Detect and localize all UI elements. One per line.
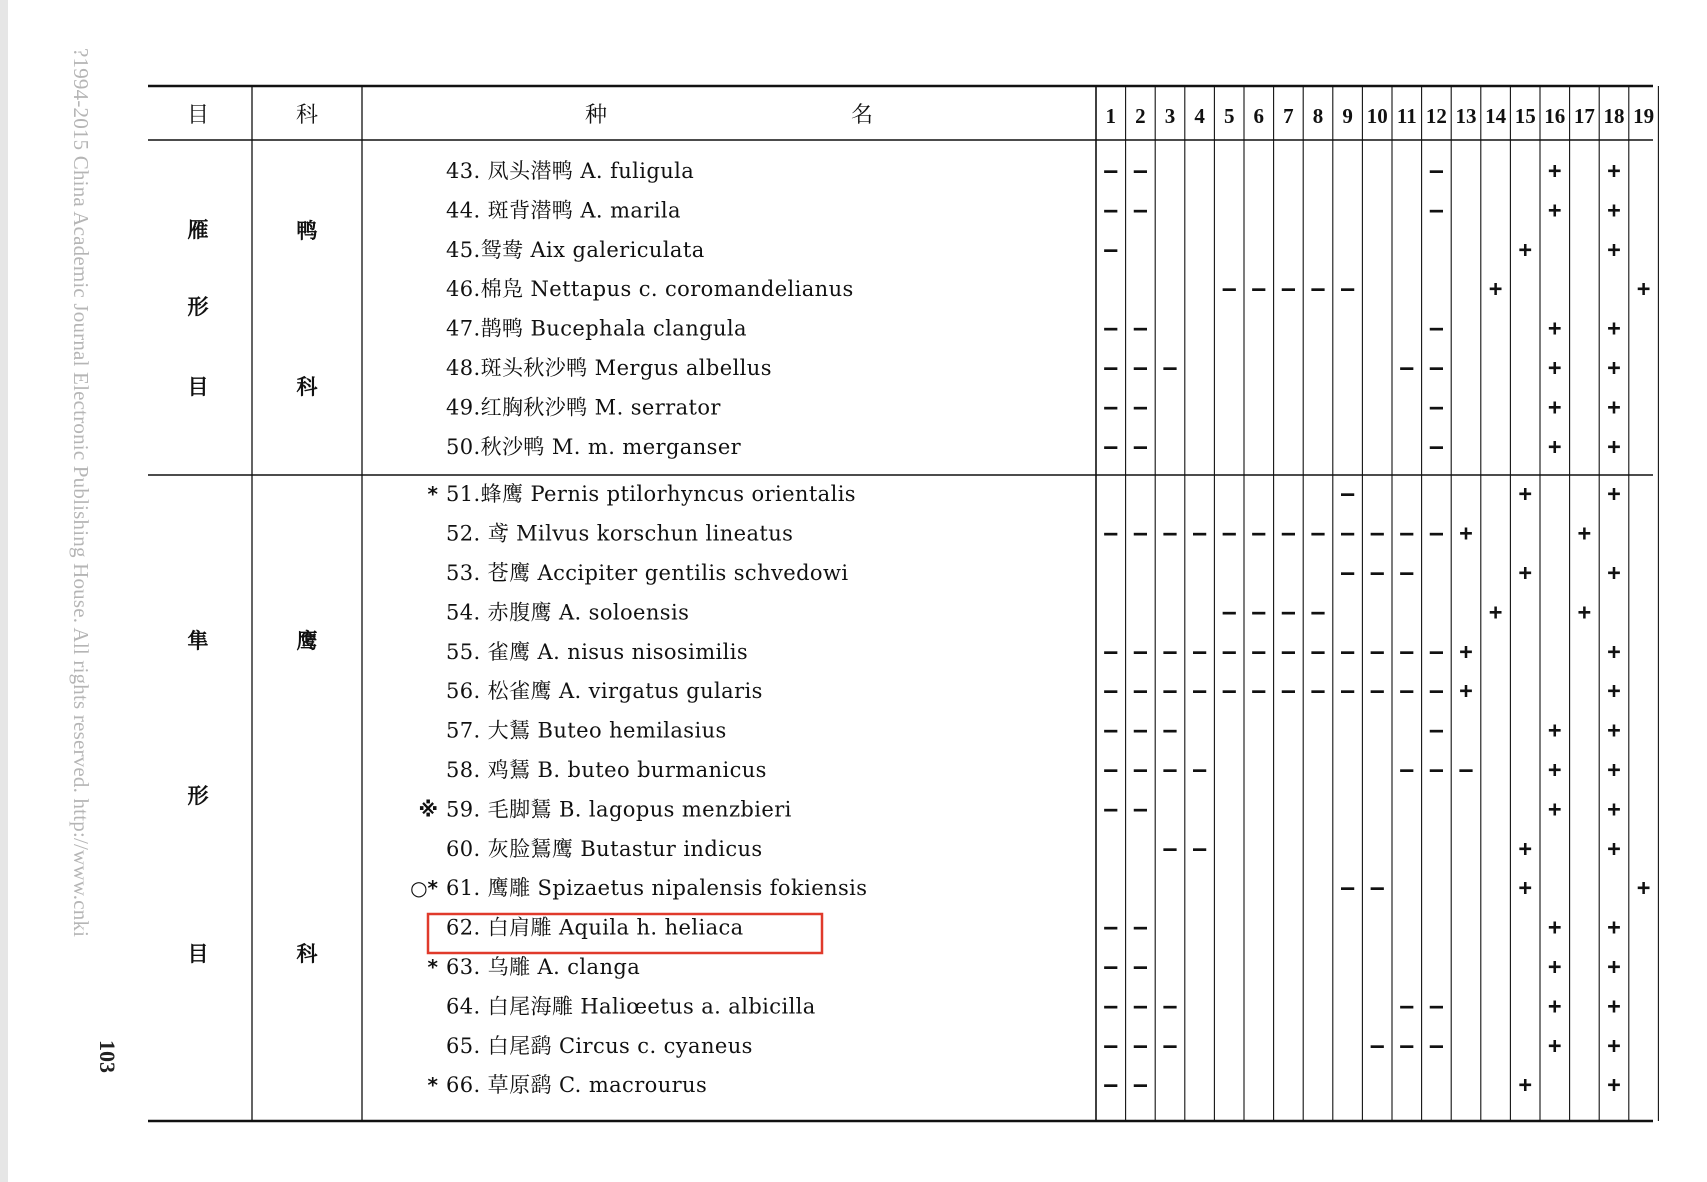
column-number: 17 xyxy=(1573,104,1595,128)
presence-dash-mark: – xyxy=(1222,600,1236,626)
order-label-char: 形 xyxy=(187,294,209,319)
presence-dash-mark: – xyxy=(1104,356,1118,381)
presence-dash-mark: – xyxy=(1104,639,1118,665)
presence-plus-mark: + xyxy=(1607,482,1621,508)
presence-plus-mark: + xyxy=(1548,395,1562,421)
presence-dash-mark: – xyxy=(1370,1033,1384,1059)
presence-dash-mark: – xyxy=(1400,356,1414,381)
presence-dash-mark: – xyxy=(1222,679,1236,705)
presence-dash-mark: – xyxy=(1133,915,1148,941)
presence-dash-mark: – xyxy=(1104,316,1118,342)
species-name: 48.斑头秋沙鸭 Mergus albellus xyxy=(446,356,772,380)
presence-plus-mark: + xyxy=(1607,994,1621,1020)
presence-dash-mark: – xyxy=(1400,679,1414,705)
presence-dash-mark: – xyxy=(1311,679,1325,705)
species-name: 53. 苍鹰 Accipiter gentilis schvedowi xyxy=(446,561,849,585)
presence-plus-mark: + xyxy=(1607,679,1621,705)
species-name: 55. 雀鹰 A. nisus nisosimilis xyxy=(446,639,749,664)
species-name: 61. 鹰雕 Spizaetus nipalensis fokiensis xyxy=(446,876,868,901)
presence-dash-mark: – xyxy=(1429,198,1444,224)
presence-dash-mark: – xyxy=(1429,758,1444,783)
presence-plus-mark: + xyxy=(1577,521,1592,547)
presence-dash-mark: – xyxy=(1133,1073,1148,1099)
header-species-left: 种 xyxy=(584,103,608,128)
presence-plus-mark: + xyxy=(1607,1073,1621,1099)
presence-dash-mark: – xyxy=(1429,521,1444,547)
presence-dash-mark: – xyxy=(1281,679,1296,705)
presence-dash-mark: – xyxy=(1370,561,1384,586)
presence-plus-mark: + xyxy=(1607,718,1621,744)
species-annotation: ○* xyxy=(410,876,438,901)
species-annotation: ※ xyxy=(418,797,438,822)
species-name: 45.鸳鸯 Aix galericulata xyxy=(446,237,705,262)
species-name: 43. 凤头潜鸭 A. fuligula xyxy=(446,159,695,183)
presence-dash-mark: – xyxy=(1133,758,1148,783)
presence-plus-mark: + xyxy=(1459,521,1473,547)
presence-dash-mark: – xyxy=(1429,1033,1444,1059)
presence-plus-mark: + xyxy=(1518,237,1532,263)
presence-dash-mark: – xyxy=(1429,718,1444,744)
presence-dash-mark: – xyxy=(1370,639,1384,665)
presence-dash-mark: – xyxy=(1370,679,1384,705)
presence-plus-mark: + xyxy=(1607,395,1621,421)
presence-dash-mark: – xyxy=(1281,639,1296,665)
presence-dash-mark: – xyxy=(1133,395,1148,421)
presence-dash-mark: – xyxy=(1222,277,1236,303)
presence-dash-mark: – xyxy=(1104,1073,1118,1099)
column-number: 19 xyxy=(1633,104,1655,128)
presence-dash-mark: – xyxy=(1104,521,1118,547)
presence-plus-mark: + xyxy=(1548,915,1562,941)
presence-dash-mark: – xyxy=(1133,955,1148,980)
presence-plus-mark: + xyxy=(1518,876,1532,902)
presence-dash-mark: – xyxy=(1340,482,1355,508)
presence-dash-mark: – xyxy=(1133,679,1148,705)
column-number: 13 xyxy=(1455,104,1477,128)
column-number: 12 xyxy=(1425,104,1447,128)
presence-plus-mark: + xyxy=(1518,561,1532,586)
presence-dash-mark: – xyxy=(1252,277,1266,303)
species-name: 62. 白肩雕 Aquila h. heliaca xyxy=(446,915,744,940)
presence-dash-mark: – xyxy=(1340,277,1355,303)
presence-dash-mark: – xyxy=(1133,434,1148,460)
header-family: 科 xyxy=(295,103,319,128)
column-number: 11 xyxy=(1396,104,1417,128)
presence-dash-mark: – xyxy=(1252,639,1266,665)
presence-dash-mark: – xyxy=(1311,277,1325,303)
column-number: 14 xyxy=(1485,104,1507,128)
presence-plus-mark: + xyxy=(1548,1033,1562,1059)
presence-plus-mark: + xyxy=(1607,356,1621,381)
presence-dash-mark: – xyxy=(1311,639,1325,665)
family-label-char: 鹰 xyxy=(296,628,318,653)
presence-plus-mark: + xyxy=(1607,836,1621,862)
presence-plus-mark: + xyxy=(1548,316,1562,342)
presence-dash-mark: – xyxy=(1400,521,1414,547)
presence-dash-mark: – xyxy=(1133,316,1148,342)
presence-plus-mark: + xyxy=(1548,955,1562,980)
presence-dash-mark: – xyxy=(1400,1033,1414,1059)
presence-plus-mark: + xyxy=(1548,198,1562,224)
presence-dash-mark: – xyxy=(1133,994,1148,1020)
species-name: 65. 白尾鹞 Circus c. cyaneus xyxy=(446,1033,753,1058)
family-label-char: 科 xyxy=(296,374,318,399)
presence-dash-mark: – xyxy=(1104,434,1118,460)
presence-plus-mark: + xyxy=(1488,277,1503,303)
presence-dash-mark: – xyxy=(1340,561,1355,586)
species-name: 47.鹊鸭 Bucephala clangula xyxy=(446,316,747,341)
presence-dash-mark: – xyxy=(1163,758,1177,783)
species-name: 51.蜂鹰 Pernis ptilorhyncus orientalis xyxy=(446,482,856,507)
column-number: 8 xyxy=(1312,104,1324,128)
presence-plus-mark: + xyxy=(1488,600,1503,626)
presence-dash-mark: – xyxy=(1163,679,1177,705)
presence-dash-mark: – xyxy=(1459,758,1473,783)
presence-dash-mark: – xyxy=(1163,994,1177,1020)
order-label-char: 隼 xyxy=(187,628,209,653)
presence-dash-mark: – xyxy=(1370,521,1384,547)
presence-dash-mark: – xyxy=(1104,955,1118,980)
species-name: 66. 草原鹞 C. macrourus xyxy=(446,1073,708,1098)
presence-plus-mark: + xyxy=(1459,679,1473,705)
column-number: 16 xyxy=(1544,104,1566,128)
presence-dash-mark: – xyxy=(1133,356,1148,381)
presence-dash-mark: – xyxy=(1400,561,1414,586)
presence-dash-mark: – xyxy=(1104,718,1118,744)
presence-plus-mark: + xyxy=(1607,955,1621,980)
presence-dash-mark: – xyxy=(1429,316,1444,342)
presence-dash-mark: – xyxy=(1370,876,1384,902)
presence-plus-mark: + xyxy=(1607,316,1621,342)
presence-dash-mark: – xyxy=(1429,159,1444,184)
presence-dash-mark: – xyxy=(1133,797,1148,823)
species-name: 54. 赤腹鹰 A. soloensis xyxy=(446,600,690,625)
species-name: 50.秋沙鸭 M. m. merganser xyxy=(446,434,742,459)
presence-dash-mark: – xyxy=(1104,1033,1118,1059)
order-label-char: 目 xyxy=(187,374,209,399)
column-number: 10 xyxy=(1366,104,1388,128)
presence-dash-mark: – xyxy=(1400,758,1414,783)
presence-dash-mark: – xyxy=(1429,994,1444,1020)
species-annotation: * xyxy=(427,955,438,979)
presence-dash-mark: – xyxy=(1104,797,1118,823)
family-label-char: 鸭 xyxy=(296,218,318,243)
presence-dash-mark: – xyxy=(1340,679,1355,705)
presence-dash-mark: – xyxy=(1104,915,1118,941)
presence-plus-mark: + xyxy=(1607,237,1621,263)
presence-dash-mark: – xyxy=(1133,718,1148,744)
presence-dash-mark: – xyxy=(1133,521,1148,547)
presence-plus-mark: + xyxy=(1607,434,1621,460)
species-name: 59. 毛脚鵟 B. lagopus menzbieri xyxy=(446,797,792,822)
species-name: 58. 鸡鵟 B. buteo burmanicus xyxy=(446,758,767,782)
column-number: 18 xyxy=(1603,104,1625,128)
presence-plus-mark: + xyxy=(1548,718,1562,744)
page-number: 103 xyxy=(95,1040,120,1073)
presence-plus-mark: + xyxy=(1607,915,1621,941)
column-number: 6 xyxy=(1253,104,1265,128)
species-annotation: * xyxy=(427,482,438,507)
column-number: 2 xyxy=(1135,104,1146,128)
presence-dash-mark: – xyxy=(1163,521,1177,547)
presence-dash-mark: – xyxy=(1281,600,1296,626)
species-name: 44. 斑背潜鸭 A. marila xyxy=(446,198,681,223)
presence-dash-mark: – xyxy=(1340,876,1355,902)
order-label-char: 形 xyxy=(187,783,209,808)
species-name: 49.红胸秋沙鸭 M. serrator xyxy=(446,395,721,420)
header-species-right: 名 xyxy=(850,103,874,128)
order-label-char: 目 xyxy=(187,941,209,966)
presence-dash-mark: – xyxy=(1340,639,1355,665)
presence-dash-mark: – xyxy=(1104,679,1118,705)
species-name: 63. 乌雕 A. clanga xyxy=(446,955,641,979)
presence-dash-mark: – xyxy=(1252,521,1266,547)
presence-dash-mark: – xyxy=(1104,758,1118,783)
column-number: 4 xyxy=(1194,104,1205,128)
presence-dash-mark: – xyxy=(1192,639,1207,665)
presence-plus-mark: + xyxy=(1459,639,1473,665)
presence-plus-mark: + xyxy=(1548,159,1562,184)
species-name: 64. 白尾海雕 Haliœetus a. albicilla xyxy=(446,994,816,1019)
species-name: 52. 鸢 Milvus korschun lineatus xyxy=(446,521,794,546)
header-order: 目 xyxy=(186,103,210,128)
presence-dash-mark: – xyxy=(1429,356,1444,381)
species-name: 57. 大鵟 Buteo hemilasius xyxy=(446,718,727,743)
presence-plus-mark: + xyxy=(1636,277,1651,303)
presence-dash-mark: – xyxy=(1163,639,1177,665)
copyright-watermark: ?1994-2015 China Academic Journal Electronic Publishing House. All rights reserved. http://www.cnki xyxy=(69,48,93,938)
presence-dash-mark: – xyxy=(1281,521,1296,547)
presence-plus-mark: + xyxy=(1607,1033,1621,1059)
column-number: 7 xyxy=(1283,104,1294,128)
presence-dash-mark: – xyxy=(1429,395,1444,421)
presence-dash-mark: – xyxy=(1311,521,1325,547)
presence-plus-mark: + xyxy=(1548,994,1562,1020)
column-number: 1 xyxy=(1105,104,1117,128)
presence-plus-mark: + xyxy=(1607,639,1621,665)
presence-dash-mark: – xyxy=(1281,277,1296,303)
presence-plus-mark: + xyxy=(1518,836,1532,862)
presence-dash-mark: – xyxy=(1340,521,1355,547)
species-name: 56. 松雀鹰 A. virgatus gularis xyxy=(446,679,763,704)
presence-dash-mark: – xyxy=(1429,434,1444,460)
presence-dash-mark: – xyxy=(1429,679,1444,705)
column-number: 5 xyxy=(1223,104,1235,128)
species-name: 60. 灰脸鵟鹰 Butastur indicus xyxy=(446,836,763,861)
presence-plus-mark: + xyxy=(1548,758,1562,783)
presence-plus-mark: + xyxy=(1548,356,1562,381)
presence-dash-mark: – xyxy=(1104,395,1118,421)
presence-dash-mark: – xyxy=(1133,1033,1148,1059)
presence-plus-mark: + xyxy=(1636,876,1651,902)
species-name: 46.棉凫 Nettapus c. coromandelianus xyxy=(446,277,854,302)
order-label-char: 雁 xyxy=(187,217,209,242)
presence-dash-mark: – xyxy=(1104,237,1118,263)
presence-plus-mark: + xyxy=(1548,797,1562,823)
column-number: 15 xyxy=(1514,104,1536,128)
presence-dash-mark: – xyxy=(1163,718,1177,744)
presence-dash-mark: – xyxy=(1192,758,1207,783)
presence-dash-mark: – xyxy=(1133,198,1148,224)
presence-dash-mark: – xyxy=(1133,159,1148,184)
presence-dash-mark: – xyxy=(1104,159,1118,184)
presence-plus-mark: + xyxy=(1607,797,1621,823)
presence-dash-mark: – xyxy=(1222,639,1236,665)
presence-plus-mark: + xyxy=(1607,758,1621,783)
presence-dash-mark: – xyxy=(1163,356,1177,381)
column-number: 3 xyxy=(1164,104,1176,128)
presence-plus-mark: + xyxy=(1607,159,1621,184)
presence-dash-mark: – xyxy=(1192,521,1207,547)
presence-dash-mark: – xyxy=(1222,521,1236,547)
presence-dash-mark: – xyxy=(1192,836,1207,862)
species-annotation: * xyxy=(427,1073,438,1098)
presence-dash-mark: – xyxy=(1163,836,1177,862)
column-number: 9 xyxy=(1342,104,1353,128)
presence-dash-mark: – xyxy=(1133,639,1148,665)
presence-plus-mark: + xyxy=(1607,561,1621,586)
presence-dash-mark: – xyxy=(1429,639,1444,665)
presence-dash-mark: – xyxy=(1104,994,1118,1020)
family-label-char: 科 xyxy=(296,941,318,966)
presence-plus-mark: + xyxy=(1518,482,1532,508)
presence-dash-mark: – xyxy=(1104,198,1118,224)
presence-plus-mark: + xyxy=(1577,600,1592,626)
presence-dash-mark: – xyxy=(1163,1033,1177,1059)
presence-dash-mark: – xyxy=(1252,679,1266,705)
presence-dash-mark: – xyxy=(1192,679,1207,705)
presence-dash-mark: – xyxy=(1252,600,1266,626)
presence-plus-mark: + xyxy=(1548,434,1562,460)
presence-dash-mark: – xyxy=(1311,600,1325,626)
presence-dash-mark: – xyxy=(1400,639,1414,665)
presence-dash-mark: – xyxy=(1400,994,1414,1020)
presence-plus-mark: + xyxy=(1518,1073,1532,1099)
presence-plus-mark: + xyxy=(1607,198,1621,224)
